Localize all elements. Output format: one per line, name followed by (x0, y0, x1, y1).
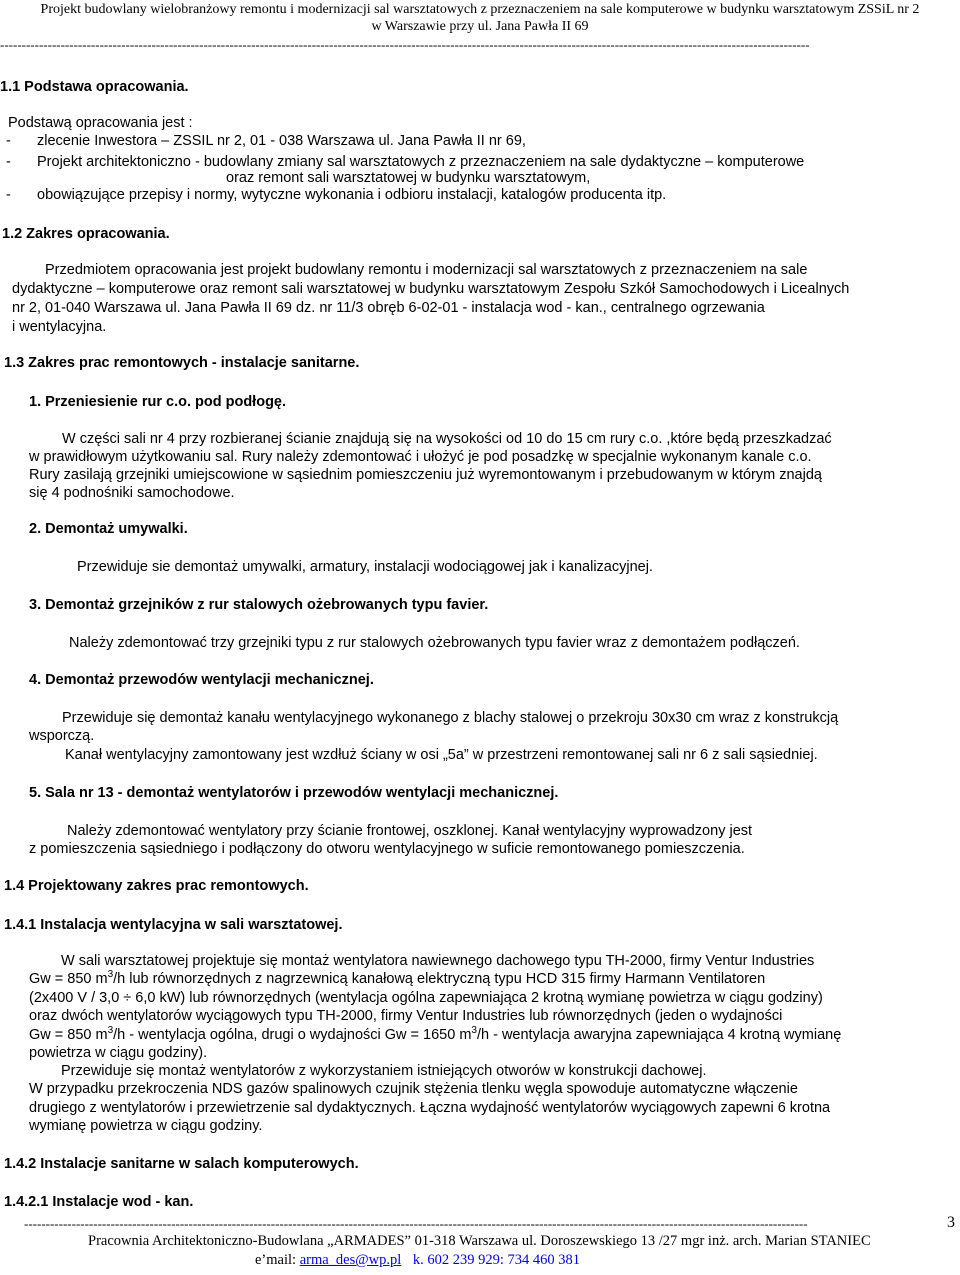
list-item: Projekt architektoniczno - budowlany zmiany sal warsztatowych z przeznaczeniem na sale dydaktyczne – komputerowe (37, 154, 805, 170)
item-4-heading: 4. Demontaż przewodów wentylacji mechanicznej. (29, 672, 374, 688)
paragraph-line: Przedmiotem opracowania jest projekt budowlany remontu i modernizacji sal warsztatowych z przeznaczeniem na sale (45, 262, 808, 278)
section-1-4-2-heading: 1.4.2 Instalacje sanitarne w salach komputerowych. (4, 1156, 359, 1172)
phone-number: k. 602 239 929: 734 460 381 (412, 1252, 581, 1268)
footer-rule: ------------------------------------------------------------------------------------------------------------------------------------------------------------------------------------- (24, 1217, 808, 1231)
item-5-heading: 5. Sala nr 13 - demontaż wentylatorów i przewodów wentylacji mechanicznej. (29, 785, 559, 801)
paragraph-line: oraz dwóch wentylatorów wyciągowych typu TH-2000, firmy Ventur Industries lub równorzędnych (jeden o wydajności (29, 1008, 783, 1024)
paragraph-line: się 4 podnośniki samochodowe. (29, 485, 235, 501)
page-number: 3 (947, 1214, 955, 1231)
section-1-4-2-1-heading: 1.4.2.1 Instalacje wod - kan. (4, 1194, 194, 1210)
paragraph-line: nr 2, 01-040 Warszawa ul. Jana Pawła II 69 dz. nr 11/3 obręb 6-02-01 - instalacja wod - kan., centralnego ogrzewania (12, 300, 765, 316)
section-1-1-intro: Podstawą opracowania jest : (8, 115, 193, 131)
paragraph-line: (2x400 V / 3,0 ÷ 6,0 kW) lub równorzędnych (wentylacja ogólna zapewniająca 2 krotną wymianę powietrza w ciągu godziny) (29, 990, 823, 1006)
paragraph-line: w prawidłowym użytkowaniu sal. Rury należy zdemontować i ułożyć je pod posadzkę w specjalnie wykonanym kanale c.o. (29, 449, 812, 465)
paragraph-line: Przewiduje sie demontaż umywalki, armatury, instalacji wodociągowej jak i kanalizacyjnej. (77, 559, 653, 575)
paragraph-line: W części sali nr 4 przy rozbieranej ścianie znajdują się na wysokości od 10 do 15 cm rury c.o. ,które będą przeszkadzać (62, 431, 832, 447)
paragraph-line: wsporczą. (29, 728, 95, 744)
footer-contact (255, 1252, 580, 1269)
list-bullet: - (6, 187, 11, 203)
paragraph-line: Należy zdemontować trzy grzejniki typu z rur stalowych ożebrowanych typu favier wraz z demontażem podłączeń. (69, 635, 800, 651)
item-2-heading: 2. Demontaż umywalki. (29, 521, 188, 537)
list-bullet: - (6, 154, 11, 170)
section-1-3-heading: 1.3 Zakres prac remontowych - instalacje sanitarne. (4, 355, 360, 371)
paragraph-line: dydaktyczne – komputerowe oraz remont sali warsztatowej w budynku warsztatowym Zespołu Szkół Samochodowych i Licealnych (12, 281, 850, 297)
section-1-4-1-heading: 1.4.1 Instalacja wentylacyjna w sali warsztatowej. (4, 917, 343, 933)
email-label: e’mail: (255, 1252, 297, 1268)
paragraph-line: Rury zasilają grzejniki umiejscowione w sąsiednim pomieszczeniu już wyremontowanym i przebudowanym w którym znajdą (29, 467, 822, 483)
list-item: obowiązujące przepisy i normy, wytyczne wykonania i odbioru instalacji, katalogów producenta itp. (37, 187, 667, 203)
header-rule: ------------------------------------------------------------------------------------------------------------------------------------------------------------------------------------------- (0, 38, 810, 52)
section-1-1-heading: 1.1 Podstawa opracowania. (0, 79, 189, 95)
list-item: oraz remont sali warsztatowej w budynku warsztatowym, (226, 170, 591, 186)
paragraph-line: z pomieszczenia sąsiedniego i podłączony do otworu wentylacyjnego w suficie remontowanego pomieszczenia. (29, 841, 745, 857)
email-link[interactable]: arma_des@wp.pl (299, 1252, 402, 1268)
section-1-4-heading: 1.4 Projektowany zakres prac remontowych. (4, 878, 309, 894)
paragraph-line: Przewiduje się montaż wentylatorów z wykorzystaniem istniejących otworów w konstrukcji dachowej. (61, 1063, 707, 1079)
section-1-2-heading: 1.2 Zakres opracowania. (2, 226, 170, 242)
list-item: zlecenie Inwestora – ZSSIL nr 2, 01 - 038 Warszawa ul. Jana Pawła II nr 69, (37, 133, 526, 149)
paragraph-line: Przewiduje się demontaż kanału wentylacyjnego wykonanego z blachy stalowej o przekroju 30x30 cm wraz z konstrukcją (62, 710, 839, 726)
paragraph-line: wymianę powietrza w ciągu godziny. (29, 1118, 263, 1134)
paragraph-line: Gw = 850 $m^3/h$ - wentylacja ogólna, drugi o wydajności Gw = 1650 $m^3/h$ - wentylacja awaryjna zapewniająca 4 krotną wymianę (29, 1025, 842, 1043)
item-1-heading: 1. Przeniesienie rur c.o. pod podłogę. (29, 394, 287, 410)
header-title-line1: Projekt budowlany wielobranżowy remontu i modernizacji sal warsztatowych z przeznaczeniem na sale komputerowe w budynku warsztatowym ZSSiL nr 2 (40, 2, 920, 17)
list-bullet: - (6, 133, 11, 149)
paragraph-line: i wentylacyjna. (12, 319, 107, 335)
paragraph-line: Gw = 850 $m^3/h$ lub równorzędnych z nagrzewnicą kanałową elektryczną typu HCD 315 firmy Harmann Ventilatoren (29, 969, 766, 987)
paragraph-line: Należy zdemontować wentylatory przy ścianie frontowej, oszklonej. Kanał wentylacyjny wyprowadzony jest (67, 823, 753, 839)
header-title-line2: w Warszawie przy ul. Jana Pawła II 69 (371, 19, 589, 34)
paragraph-line: powietrza w ciągu godziny). (29, 1045, 208, 1061)
paragraph-line: W sali warsztatowej projektuje się montaż wentylatora nawiewnego dachowego typu TH-2000, firmy Ventur Industries (61, 953, 815, 969)
footer-address: Pracownia Architektoniczno-Budowlana „ARMADES” 01-318 Warszawa ul. Doroszewskiego 13 /27 mgr inż. arch. Marian STANIEC (88, 1233, 871, 1249)
paragraph-line: W przypadku przekroczenia NDS gazów spalinowych czujnik stężenia tlenku węgla spowoduje automatyczne włączenie (29, 1081, 798, 1097)
paragraph-line: Kanał wentylacyjny zamontowany jest wzdłuż ściany w osi „5a” w przestrzeni remontowanej sali nr 6 z sali sąsiedniej. (65, 747, 818, 763)
item-3-heading: 3. Demontaż grzejników z rur stalowych ożebrowanych typu favier. (29, 597, 489, 613)
paragraph-line: drugiego z wentylatorów i przewietrzenie sal dydaktycznych. Łączna wydajność wentylatorów wyciągowych zapewni 6 krotna (29, 1100, 831, 1116)
